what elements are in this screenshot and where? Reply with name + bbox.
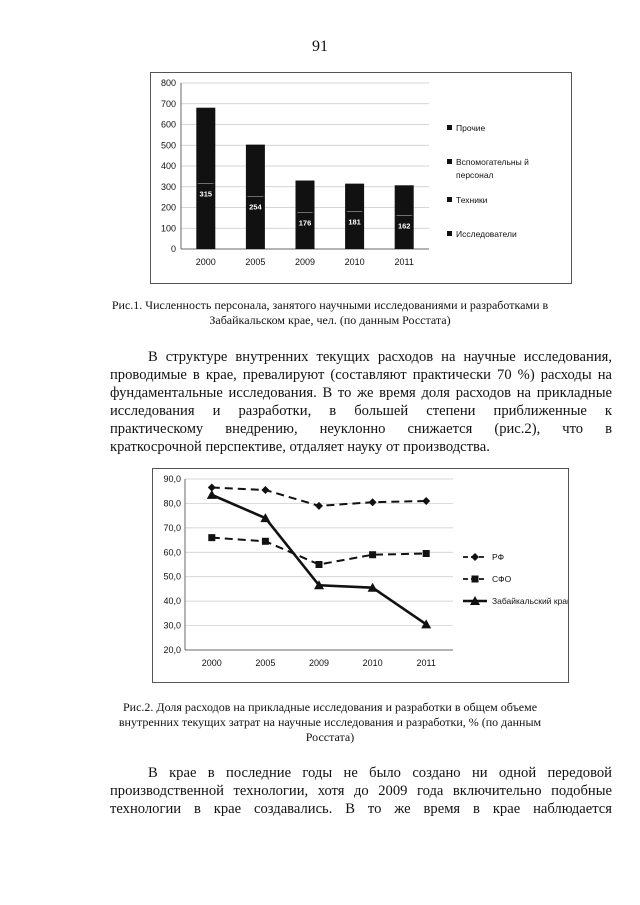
legend-swatch <box>447 231 452 236</box>
y-tick-label: 0 <box>170 244 176 254</box>
legend-marker <box>471 553 479 561</box>
bar-segment <box>246 145 265 197</box>
data-point <box>261 486 269 494</box>
legend-label: Прочие <box>456 123 486 133</box>
bar-segment <box>196 108 215 184</box>
legend-label: персонал <box>456 170 494 180</box>
y-tick-label: 20,0 <box>163 645 181 655</box>
text-line: краткосрочной перспективе, отдаляет науку от производства. <box>110 439 490 455</box>
legend-label: Вспомогательны й <box>456 157 529 167</box>
bar-segment <box>395 185 414 215</box>
legend-label: СФО <box>492 574 512 584</box>
y-tick-label: 90,0 <box>163 474 181 484</box>
bar-data-label: 315 <box>199 189 213 199</box>
caption-line: Рис.1. Численность персонала, занятого научными исследованиями и разработками в <box>111 298 549 312</box>
x-tick-label: 2011 <box>416 658 436 668</box>
y-tick-label: 500 <box>160 140 176 151</box>
caption-line: Росстата) <box>305 730 355 744</box>
x-tick-label: 2010 <box>362 658 383 668</box>
text-line: В структуре внутренних текущих расходов на научные исследования, <box>148 349 612 365</box>
legend-label: РФ <box>492 552 505 562</box>
figure-1-caption <box>110 298 550 328</box>
series-line <box>212 538 426 565</box>
applied-research-share-line-chart <box>153 469 568 682</box>
data-point <box>369 498 377 506</box>
text-line: фундаментальные исследования. В то же время доля расходов на прикладные <box>110 385 612 401</box>
legend-swatch <box>447 197 452 202</box>
text-line: технологии в крае создавались. В то же время в крае наблюдается <box>110 801 612 817</box>
caption-line: Забайкальском крае, чел. (по данным Росстата) <box>209 313 451 327</box>
bar-data-label: 176 <box>298 218 312 228</box>
x-tick-label: 2005 <box>255 658 276 668</box>
legend-marker <box>472 576 479 583</box>
x-tick-label: 2010 <box>344 257 365 267</box>
figure-2-chart <box>152 468 569 683</box>
data-point <box>422 497 430 505</box>
legend-label: Техники <box>456 195 488 205</box>
y-tick-label: 600 <box>160 119 176 130</box>
y-tick-label: 40,0 <box>163 596 181 607</box>
x-tick-label: 2000 <box>195 257 216 267</box>
y-tick-label: 700 <box>160 98 176 109</box>
y-tick-label: 70,0 <box>163 522 181 533</box>
x-tick-label: 2005 <box>245 257 266 267</box>
legend-label: Исследователи <box>456 229 517 239</box>
data-point <box>316 561 323 568</box>
y-tick-label: 800 <box>160 78 176 88</box>
page-number: 91 <box>312 38 328 55</box>
data-point <box>423 550 430 557</box>
y-tick-label: 400 <box>160 161 176 171</box>
legend-swatch <box>447 125 452 130</box>
text-line: практическому внедрению, неуклонно снижается (рис.2), что в <box>110 421 612 437</box>
x-tick-label: 2000 <box>201 658 222 668</box>
y-tick-label: 200 <box>160 202 176 213</box>
y-tick-label: 100 <box>160 223 176 234</box>
text-line: В крае в последние годы не было создано ни одной передовой <box>148 765 612 781</box>
series-line <box>212 495 426 624</box>
bar-data-label: 162 <box>397 221 411 231</box>
caption-line: внутренних текущих затрат на научные исследования и разработки, % (по данным <box>118 715 542 729</box>
text-line: производственной технологии, хотя до 2009 года включительно подобные <box>110 783 612 799</box>
data-point <box>262 538 269 545</box>
legend-label: Забайкальский край <box>492 596 568 606</box>
figure-1-chart <box>150 72 572 284</box>
x-tick-label: 2009 <box>308 658 330 668</box>
bar-data-label: 254 <box>249 202 262 212</box>
body-paragraph-2 <box>110 764 612 818</box>
x-tick-label: 2011 <box>394 257 414 267</box>
y-tick-label: 30,0 <box>163 620 181 631</box>
data-point <box>207 490 217 499</box>
legend-swatch <box>447 159 452 164</box>
y-tick-label: 50,0 <box>163 571 181 582</box>
bar-segment <box>345 184 364 212</box>
bar-data-label: 181 <box>348 217 361 227</box>
x-tick-label: 2009 <box>294 257 316 267</box>
data-point <box>208 534 215 541</box>
caption-line: Рис.2. Доля расходов на прикладные исследования и разработки в общем объеме <box>122 700 538 714</box>
data-point <box>369 551 376 558</box>
bar-segment <box>296 181 315 213</box>
text-line: проводимые в крае, превалируют (составляют практически 70 %) расходы на <box>110 367 612 383</box>
figure-2-caption <box>110 700 550 745</box>
text-line: исследования и разработки, в большей степени приближенные к <box>110 403 612 419</box>
body-paragraph-1 <box>110 348 612 456</box>
y-tick-label: 60,0 <box>163 547 181 558</box>
data-point <box>315 502 323 510</box>
personnel-bar-chart <box>151 73 571 283</box>
y-tick-label: 80,0 <box>163 498 181 509</box>
y-tick-label: 300 <box>160 181 176 192</box>
